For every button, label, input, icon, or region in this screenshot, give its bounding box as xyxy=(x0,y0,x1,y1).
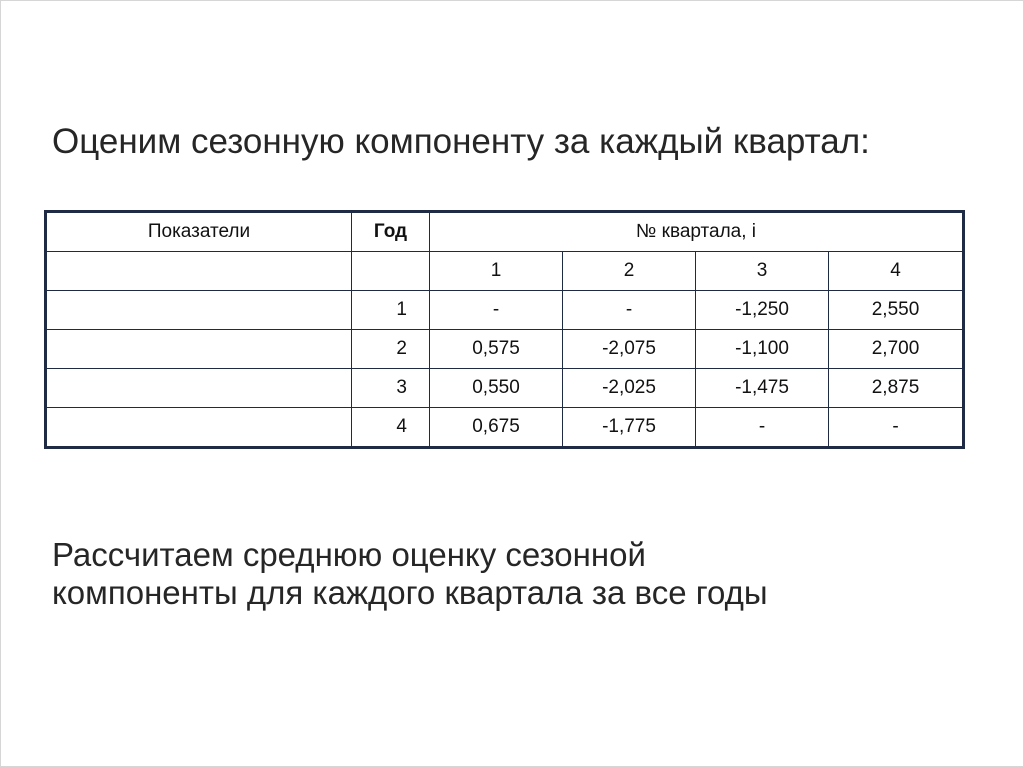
empty-cell xyxy=(46,291,352,330)
value-cell: - xyxy=(829,408,964,448)
value-cell: 2,700 xyxy=(829,330,964,369)
quarter-number: 1 xyxy=(430,252,563,291)
value-cell: - xyxy=(430,291,563,330)
value-cell: -2,075 xyxy=(563,330,696,369)
slide-subheading xyxy=(52,536,768,612)
subheading-line-1: Рассчитаем среднюю оценку сезонной xyxy=(52,536,646,573)
quarter-number: 2 xyxy=(563,252,696,291)
value-cell: - xyxy=(563,291,696,330)
empty-cell xyxy=(46,252,352,291)
table-row xyxy=(46,369,964,408)
slide-heading: Оценим сезонную компоненту за каждый квартал: xyxy=(52,122,870,161)
value-cell: 0,575 xyxy=(430,330,563,369)
year-cell: 2 xyxy=(352,330,430,369)
value-cell: -1,250 xyxy=(696,291,829,330)
quarter-number: 4 xyxy=(829,252,964,291)
value-cell: 0,675 xyxy=(430,408,563,448)
header-year: Год xyxy=(352,212,430,252)
empty-cell xyxy=(46,369,352,408)
year-cell: 4 xyxy=(352,408,430,448)
year-cell: 1 xyxy=(352,291,430,330)
subheading-line-2: компоненты для каждого квартала за все годы xyxy=(52,574,768,611)
value-cell: -1,475 xyxy=(696,369,829,408)
empty-cell xyxy=(46,408,352,448)
value-cell: -1,100 xyxy=(696,330,829,369)
year-cell: 3 xyxy=(352,369,430,408)
table-row xyxy=(46,291,964,330)
value-cell: 2,550 xyxy=(829,291,964,330)
empty-cell xyxy=(46,330,352,369)
table-row xyxy=(46,330,964,369)
value-cell: 0,550 xyxy=(430,369,563,408)
value-cell: -2,025 xyxy=(563,369,696,408)
value-cell: 2,875 xyxy=(829,369,964,408)
value-cell: -1,775 xyxy=(563,408,696,448)
table-row xyxy=(46,408,964,448)
table-header-row xyxy=(46,212,964,252)
header-indicators: Показатели xyxy=(46,212,352,252)
header-quarter: № квартала, i xyxy=(430,212,964,252)
value-cell: - xyxy=(696,408,829,448)
seasonal-component-table xyxy=(44,210,965,449)
table-quarter-numbers-row xyxy=(46,252,964,291)
empty-cell xyxy=(352,252,430,291)
quarter-number: 3 xyxy=(696,252,829,291)
